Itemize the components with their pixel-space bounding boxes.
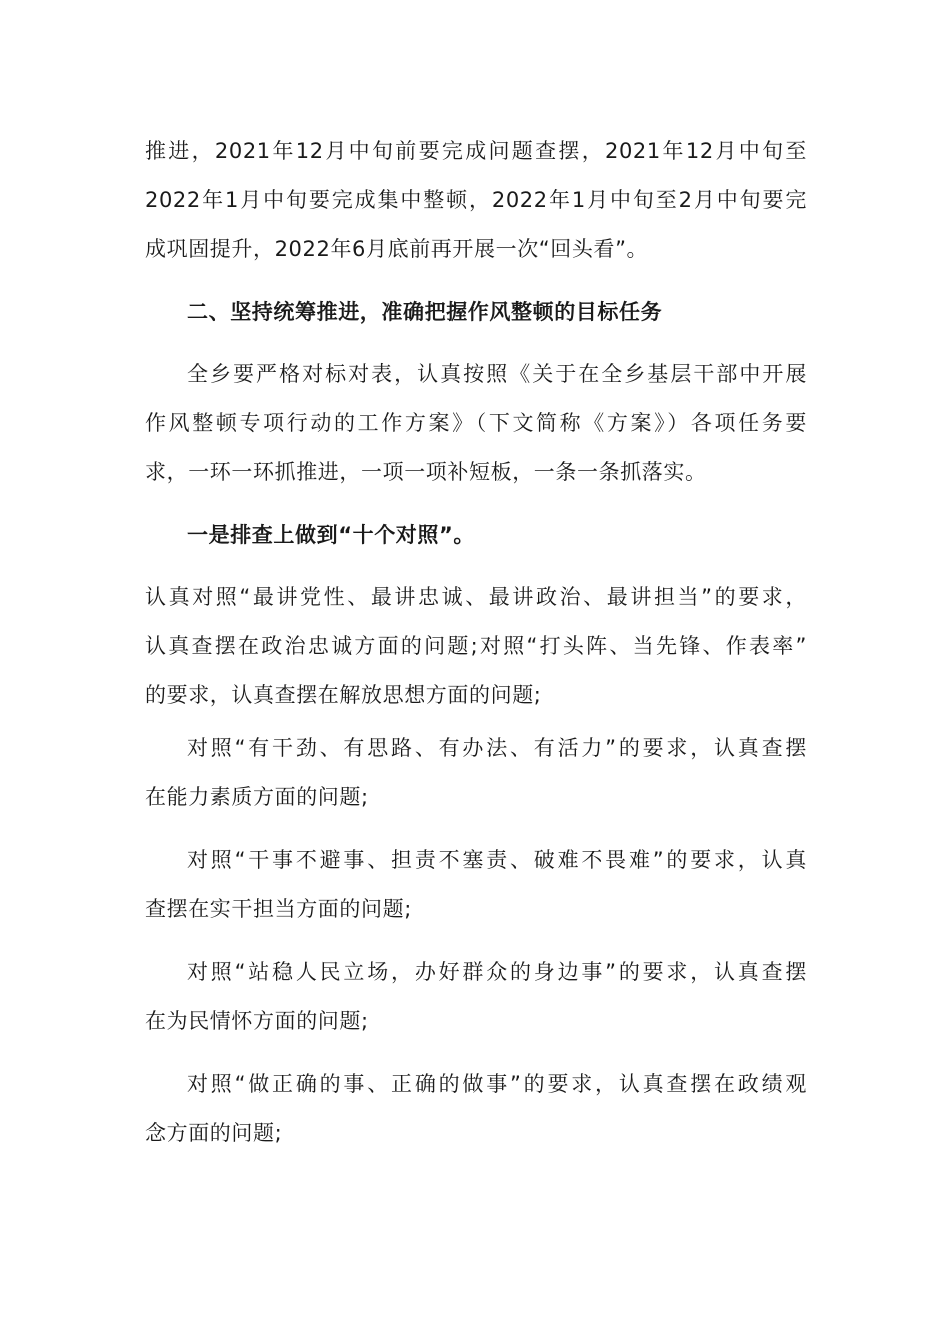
paragraph-line: 作风整顿专项行动的工作方案》（下文简称《方案》）各项任务要: [145, 411, 807, 435]
paragraph-line: 在能力素质方面的问题;: [145, 785, 369, 809]
paragraph-line: 认真查摆在政治忠诚方面的问题;对照“打头阵、当先锋、作表率”: [145, 634, 807, 658]
subsection-heading: 一是排查上做到“十个对照”。: [187, 523, 476, 547]
paragraph-line: 全乡要严格对标对表，认真按照《关于在全乡基层干部中开展: [187, 362, 807, 386]
paragraph-line: 成巩固提升，2022年6月底前再开展一次“回头看”。: [145, 237, 649, 261]
paragraph-line: 的要求，认真查摆在解放思想方面的问题;: [145, 683, 542, 707]
paragraph-line: 查摆在实干担当方面的问题;: [145, 897, 412, 921]
section-heading: 二、坚持统筹推进，准确把握作风整顿的目标任务: [187, 300, 663, 324]
paragraph-line: 对照“有干劲、有思路、有办法、有活力”的要求，认真查摆: [187, 736, 807, 760]
paragraph-line: 对照“站稳人民立场，办好群众的身边事”的要求，认真查摆: [187, 960, 807, 984]
paragraph-line: 2022年1月中旬要完成集中整顿，2022年1月中旬至2月中旬要完: [145, 188, 807, 212]
paragraph-line: 在为民情怀方面的问题;: [145, 1009, 369, 1033]
paragraph-line: 求，一环一环抓推进，一项一项补短板，一条一条抓落实。: [145, 460, 707, 484]
paragraph-line: 念方面的问题;: [145, 1121, 283, 1145]
paragraph-line: 对照“做正确的事、正确的做事”的要求，认真查摆在政绩观: [187, 1072, 807, 1096]
paragraph-line: 推进，2021年12月中旬前要完成问题查摆，2021年12月中旬至: [145, 139, 807, 163]
paragraph-line: 对照“干事不避事、担责不塞责、破难不畏难”的要求，认真: [187, 848, 807, 872]
paragraph-line: 认真对照“最讲党性、最讲忠诚、最讲政治、最讲担当”的要求，: [145, 585, 807, 609]
